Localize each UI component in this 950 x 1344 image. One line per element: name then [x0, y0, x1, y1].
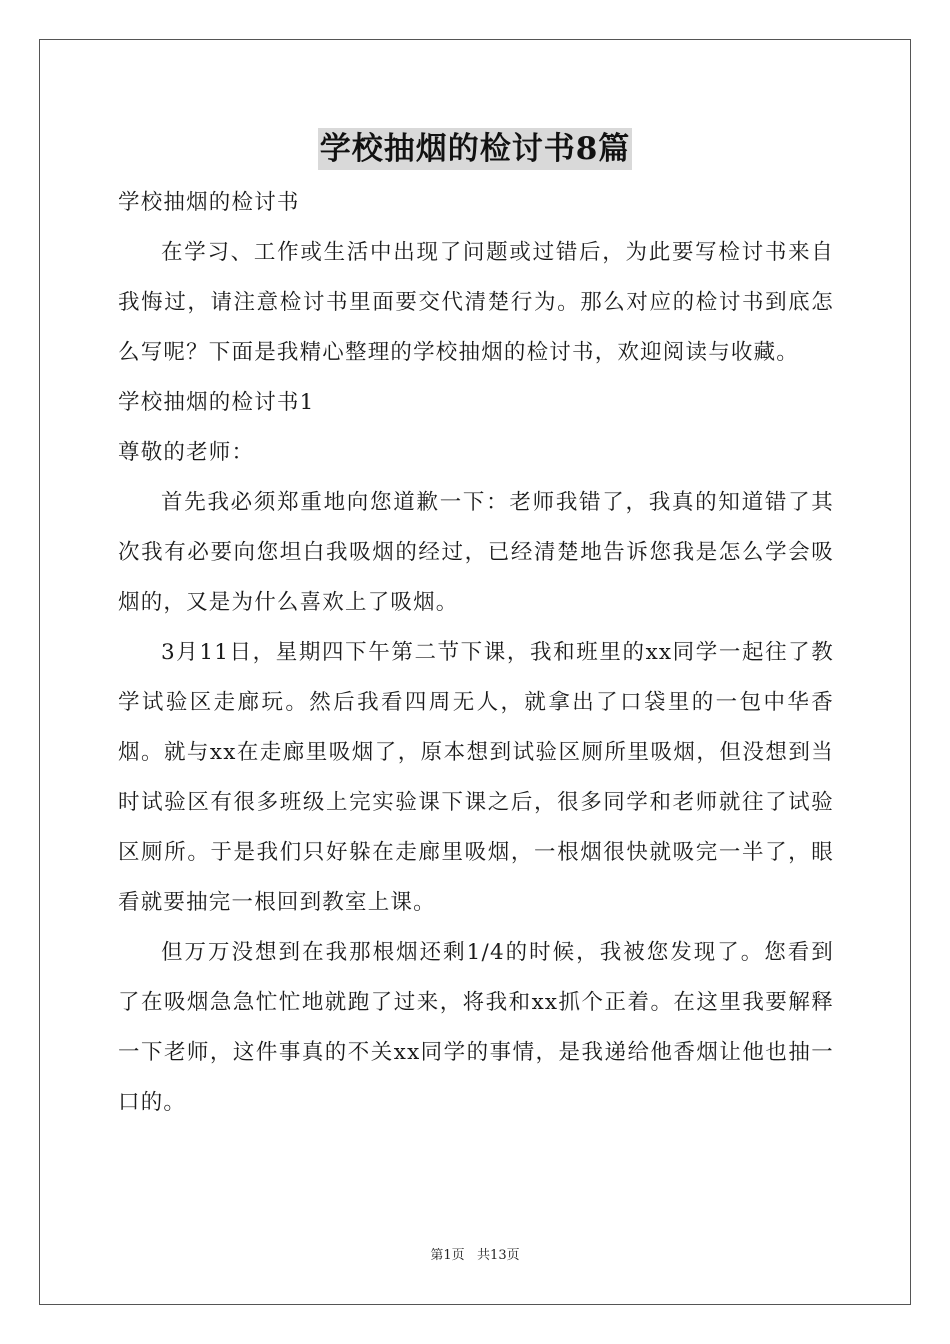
body-paragraph: 3月11日，星期四下午第二节下课，我和班里的xx同学一起往了教学试验区走廊玩。然后我看四周无人，就拿出了口袋里的一包中华香烟。就与xx在走廊里吸烟了，原本想到试验区厕所里吸烟，但没想到当时试验区有很多班级上完实验课下课之后，很多同学和老师就往了试验区厕所。于是我们只好躲在走廊里吸烟，一根烟很快就吸完一半了，眼看就要抽完一根回到教室上课。 [118, 640, 834, 915]
document-body [118, 178, 834, 1128]
title-container [0, 128, 950, 170]
document-title: 学校抽烟的检讨书8篇 [318, 128, 633, 170]
body-paragraph: 首先我必须郑重地向您道歉一下：老师我错了，我真的知道错了其次我有必要向您坦白我吸烟的经过，已经清楚地告诉您我是怎么学会吸烟的，又是为什么喜欢上了吸烟。 [118, 490, 834, 615]
salutation: 尊敬的老师： [118, 440, 255, 465]
intro-heading: 学校抽烟的检讨书 [118, 190, 300, 215]
page-footer [0, 1247, 950, 1265]
intro-paragraph: 在学习、工作或生活中出现了问题或过错后，为此要写检讨书来自我悔过，请注意检讨书里面要交代清楚行为。那么对应的检讨书到底怎么写呢？下面是我精心整理的学校抽烟的检讨书，欢迎阅读与收藏。 [118, 240, 834, 365]
page-number: 第1页 共13页 [430, 1248, 520, 1263]
body-paragraph: 但万万没想到在我那根烟还剩1/4的时候，我被您发现了。您看到了在吸烟急急忙忙地就跑了过来，将我和xx抓个正着。在这里我要解释一下老师，这件事真的不关xx同学的事情，是我递给他香烟让他也抽一口的。 [118, 940, 834, 1115]
section-heading: 学校抽烟的检讨书1 [118, 390, 315, 415]
